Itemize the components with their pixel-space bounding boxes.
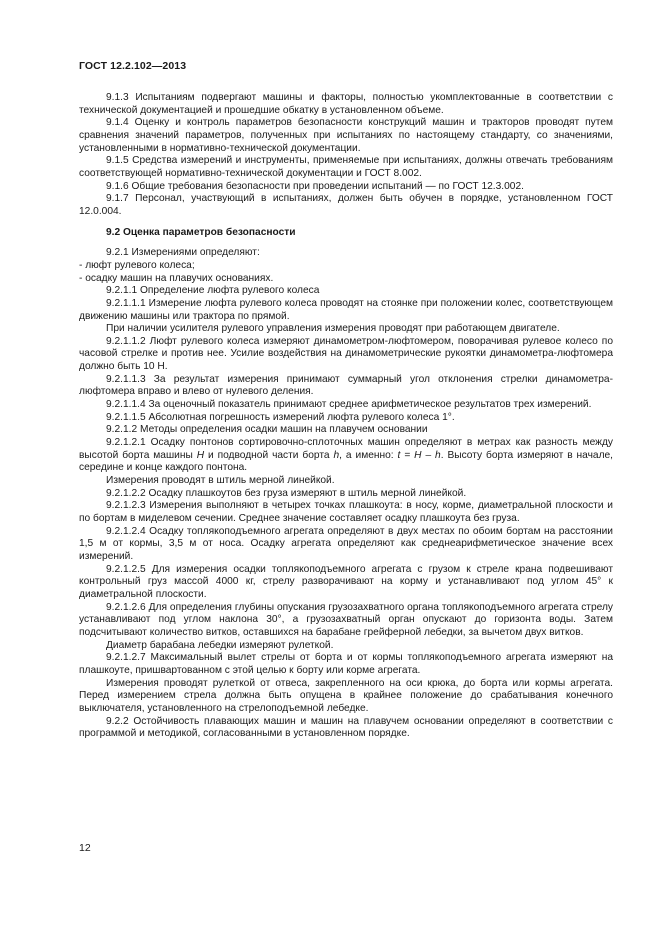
paragraph-9-2-1-2-2: 9.2.1.2.2 Осадку плашкоутов без груза измеряют в штиль мерной линейкой. [106, 487, 467, 499]
paragraph-9-1-3: 9.1.3 Испытаниям подвергают машины и факторы, полностью укомплектованные в соответствии с технической документацией и прошедшие обкатку в установленном объеме. [79, 92, 613, 116]
paragraph-plumb-measure: Измерения проводят рулеткой от отвеса, закрепленного на оси крюка, до борта или кормы агрегата. Перед измерением стрела должна быть опущена в крайнее положение до срабатывания конечного выключателя, установленного на стрелоподъемной лебедке. [79, 677, 613, 714]
paragraph-9-2-1-1-1: 9.2.1.1.1 Измерение люфта рулевого колеса проводят на стоянке при положении колес, соответствующем движению машины или трактора по прямой. [79, 297, 613, 322]
paragraph-9-2-2: 9.2.2 Остойчивость плавающих машин и машин на плавучем основании определяют в соответствии с программой и методикой, согласованными в установленном порядке. [79, 715, 613, 740]
formula: t = H – h [397, 449, 441, 461]
formula-text-2: и подводной части борта [204, 449, 334, 461]
paragraph-drum-diameter: Диаметр барабана лебедки измеряют рулеткой. [106, 639, 334, 651]
paragraph-9-1-7: 9.1.7 Персонал, участвующий в испытаниях, должен быть обучен в порядке, установленном ГОСТ 12.0.004. [79, 193, 613, 217]
paragraph-9-1-5: 9.1.5 Средства измерений и инструменты, применяемые при испытаниях, должны отвечать требованиям соответствующей нормативно-технической документации и ГОСТ 8.002. [79, 155, 613, 179]
paragraph-9-2-1-2-1 [79, 437, 613, 475]
paragraph-9-2-1-2-7: 9.2.1.2.7 Максимальный вылет стрелы от борта и от кормы топлякоподъемного агрегата измеряют на плашкоуте, пришвартованном с этой целью к борту или корме агрегата. [79, 652, 613, 676]
paragraph-9-2-1-2: 9.2.1.2 Методы определения осадки машин на плавучем основании [106, 424, 428, 436]
formula-text-1: 9.2.1.2.1 Осадку понтонов сортировочно-сплоточных машин определяют в метрах как разность между высотой борта машины [79, 437, 613, 461]
document-body [79, 92, 613, 741]
paragraph-calm-measure: Измерения проводят в штиль мерной линейкой. [106, 475, 335, 487]
paragraph-9-2-1-1-3: 9.2.1.1.3 За результат измерения принимают суммарный угол отклонения стрелки динамометра-люфтомера вправо и влево от нулевого деления. [79, 373, 613, 398]
paragraph-9-2-1-1: 9.2.1.1 Определение люфта рулевого колеса [106, 285, 320, 297]
section-heading: 9.2 Оценка параметров безопасности [106, 226, 296, 238]
list-item: - люфт рулевого колеса; [79, 259, 195, 271]
paragraph-9-2-1-1-2: 9.2.1.1.2 Люфт рулевого колеса измеряют динамометром-люфтомером, поворачивая рулевое колесо по часовой стрелке и против нее. Усилие воздействия на динамометрические рукоятки динамометра-люфтомера должно быть 10 Н. [79, 335, 613, 373]
page-number: 12 [79, 842, 91, 854]
document-header: ГОСТ 12.2.102—2013 [79, 60, 187, 72]
variable-H: H [196, 449, 205, 461]
paragraph-9-1-6: 9.1.6 Общие требования безопасности при проведении испытаний — по ГОСТ 12.3.002. [106, 180, 524, 192]
list-item: - осадку машин на плавучих основаниях. [79, 272, 274, 284]
paragraph-9-1-4: 9.1.4 Оценку и контроль параметров безопасности конструкций машин и тракторов проводят путем сравнения значений параметров, полученных при испытаниях по настоящему стандарту, со значениями, установленными в нормативно-технической документации. [79, 117, 613, 154]
paragraph-9-2-1-1-4: 9.2.1.1.4 За оценочный показатель принимают среднее арифметическое результатов трех измерений. [106, 399, 592, 411]
variable-h: h [333, 449, 340, 461]
paragraph-9-2-1-2-5: 9.2.1.2.5 Для измерения осадки топлякоподъемного агрегата с грузом к стреле крана подвешивают контрольный груз массой 4000 кг, стрелу разворачивают на корму и устанавливают под углом 45° к диаметральной плоскости. [79, 563, 613, 600]
formula-text-3: , а именно: [339, 449, 398, 461]
paragraph-9-2-1: 9.2.1 Измерениями определяют: [106, 247, 260, 259]
paragraph-9-2-1-2-6: 9.2.1.2.6 Для определения глубины опускания грузозахватного органа топлякоподъемного агрегата стрелу устанавливают под углом наклона 30°, а грузозахватный орган опускают до горизонта воды. Затем подсчитывают количество витков, оставшихся на барабане грейферной лебедки, за вычетом двух витков. [79, 601, 613, 638]
paragraph-9-2-1-1-5: 9.2.1.1.5 Абсолютная погрешность измерений люфта рулевого колеса 1°. [106, 411, 455, 423]
paragraph-amplifier: При наличии усилителя рулевого управления измерения проводят при работающем двигателе. [106, 323, 560, 335]
formula-text-4: . Высоту борта измеряют в начале, середине и конце каждого понтона. [79, 449, 614, 474]
paragraph-9-2-1-2-3: 9.2.1.2.3 Измерения выполняют в четырех точках плашкоута: в носу, корме, диаметральной плоскости и по бортам в миделевом сечении. Среднее значение составляет осадку плашкоута без груза. [79, 500, 613, 524]
paragraph-9-2-1-2-4: 9.2.1.2.4 Осадку топлякоподъемного агрегата определяют в двух местах по обоим бортам на расстоянии 1,5 м от кормы, 3,5 м от носа. Осадку агрегата определяют как среднеарифметическое значение всех измерений. [79, 525, 613, 562]
